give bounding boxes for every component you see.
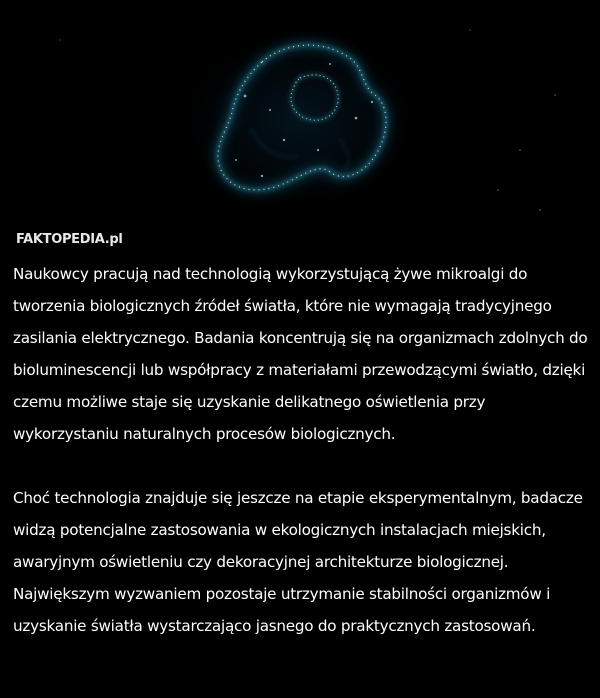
paragraph-2: Choć technologia znajduje się jeszcze na etapie eksperymentalnym, badacze widzą potencjalne zastosowania w ekologicznych instalacjach miejskich, awaryjnym oświetleniu czy dekoracyjnej architekturze biologicznej. Największym wyzwaniem pozostaje utrzymanie stabilności organizmów i uzyskanie światła wystarczająco jasnego do praktycznych zastosowań. xyxy=(13,489,583,635)
glowing-algae-image xyxy=(0,0,600,260)
paragraph-1: Naukowcy pracują nad technologią wykorzystującą żywe mikroalgi do tworzenia biologicznych źródeł światła, które nie wymagają tradycyjnego zasilania elektrycznego. Badania koncentrują się na organizmach zdolnych do bioluminescencji lub współpracy z materiałami przewodzącymi światło, dzięki czemu możliwe staje się uzyskanie delikatnego oświetlenia przy wykorzystaniu naturalnych procesów biologicznych. xyxy=(13,265,588,443)
caption-text xyxy=(13,258,593,642)
faktopedia-watermark: FAKTOPEDIA.pl xyxy=(16,232,123,247)
bioluminescent-algae-photo xyxy=(0,0,600,260)
